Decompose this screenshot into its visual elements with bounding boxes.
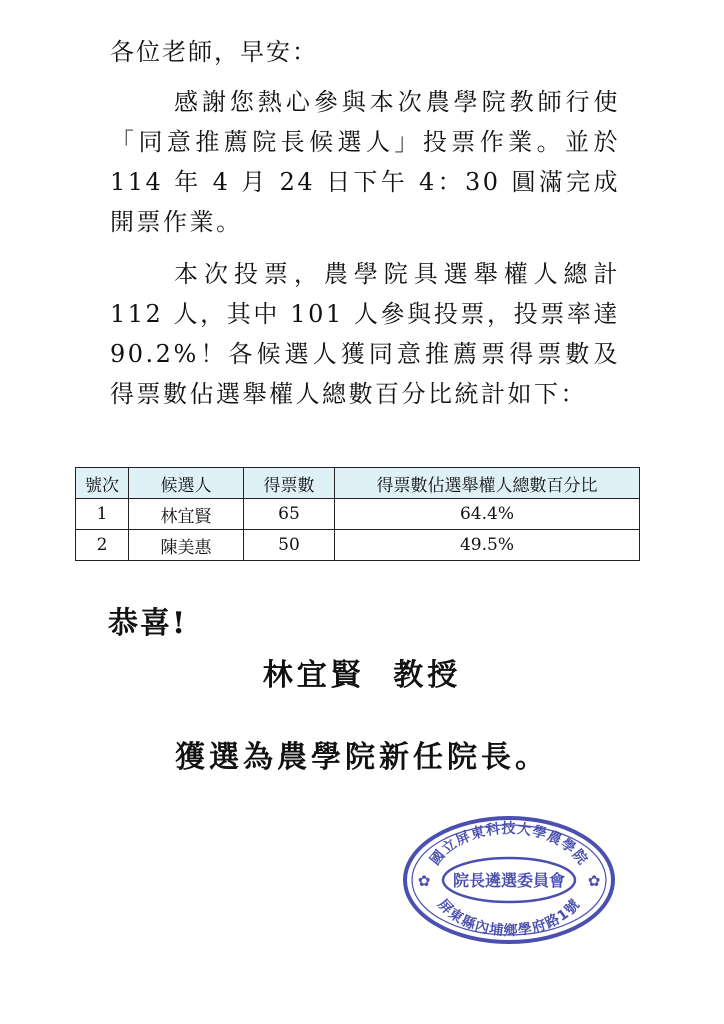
cell-percentage: 49.5% (335, 530, 640, 561)
cell-votes: 65 (244, 499, 335, 530)
header-number: 號次 (76, 468, 129, 499)
paragraph-statistics: 本次投票，農學院具選舉權人總計 112 人，其中 101 人參與投票，投票率達 90.2%！各候選人獲同意推薦票得票數及得票數佔選舉權人總數百分比統計如下： (110, 260, 620, 408)
greeting: 各位老師，早安： (110, 38, 318, 66)
cell-candidate: 林宜賢 (129, 499, 244, 530)
cell-votes: 50 (244, 530, 335, 561)
cell-number: 2 (76, 530, 129, 561)
header-votes: 得票數 (244, 468, 335, 499)
winner-name: 林宜賢 教授 (262, 658, 462, 693)
seal-left-star-icon: ✿ (417, 872, 431, 890)
cell-candidate: 陳美惠 (129, 530, 244, 561)
table-row (76, 530, 640, 561)
seal-right-star-icon: ✿ (587, 872, 601, 890)
cell-number: 1 (76, 499, 129, 530)
seal-top-text: 國立屏東科技大學農學院 (427, 821, 591, 869)
congratulations-heading: 恭喜! (108, 606, 188, 641)
elected-announcement: 獲選為農學院新任院長。 (175, 740, 549, 775)
seal-bottom-text: 屏東縣內埔鄉學府路1號 (434, 896, 584, 940)
table-header-row (76, 468, 640, 499)
cell-percentage: 64.4% (335, 499, 640, 530)
header-percentage: 得票數佔選舉權人總數百分比 (335, 468, 640, 499)
committee-seal-stamp (402, 815, 616, 945)
paragraph-thanks: 感謝您熱心參與本次農學院教師行使「同意推薦院長候選人」投票作業。並於 114 年 4 月 24 日下午 4：30 圓滿完成開票作業。 (110, 88, 620, 236)
results-table (75, 467, 640, 561)
table-row (76, 499, 640, 530)
header-candidate: 候選人 (129, 468, 244, 499)
seal-center-text: 院長遴選委員會 (452, 871, 566, 890)
